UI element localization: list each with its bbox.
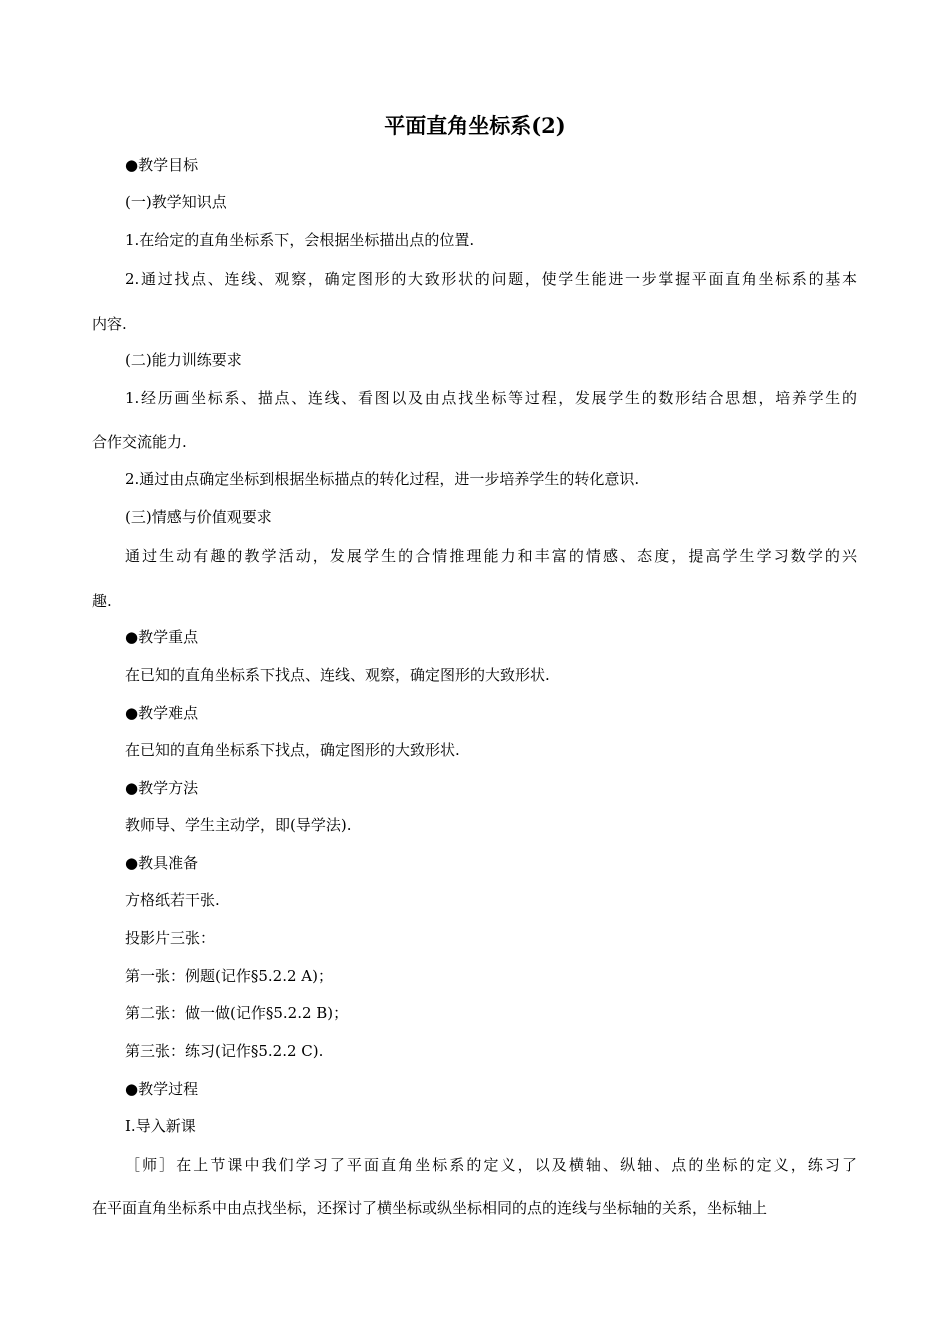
subsection-heading: (三)情感与价值观要求 — [125, 508, 272, 526]
paragraph-line: 投影片三张： — [125, 929, 216, 947]
paragraph-line: 趣. — [92, 592, 112, 610]
subsection-heading: Ⅰ.导入新课 — [125, 1117, 196, 1135]
paragraph-line: 第一张：例题(记作§5.2.2 A)； — [125, 967, 333, 985]
paragraph-line: 在已知的直角坐标系下找点，确定图形的大致形状. — [125, 741, 460, 759]
paragraph-line: 1.经历画坐标系、描点、连线、看图以及由点找坐标等过程，发展学生的数形结合思想，培养学生的 — [125, 389, 857, 407]
section-heading-materials: ●教具准备 — [125, 854, 199, 872]
paragraph-line: 1.在给定的直角坐标系下，会根据坐标描出点的位置. — [125, 231, 475, 249]
section-heading-objectives: ●教学目标 — [125, 156, 199, 174]
paragraph-line: 在平面直角坐标系中由点找坐标，还探讨了横坐标或纵坐标相同的点的连线与坐标轴的关系，坐标轴上 — [92, 1199, 768, 1217]
paragraph-line: 在已知的直角坐标系下找点、连线、观察，确定图形的大致形状. — [125, 666, 550, 684]
subsection-heading: (一)教学知识点 — [125, 193, 227, 211]
paragraph-line: 第二张：做一做(记作§5.2.2 B)； — [125, 1004, 349, 1022]
paragraph-line: 2.通过找点、连线、观察，确定图形的大致形状的问题，使学生能进一步掌握平面直角坐标系的基本 — [125, 270, 857, 288]
section-heading-difficulties: ●教学难点 — [125, 704, 199, 722]
section-heading-key-points: ●教学重点 — [125, 628, 199, 646]
paragraph-line: 通过生动有趣的教学活动，发展学生的合情推理能力和丰富的情感、态度，提高学生学习数学的兴 — [125, 547, 857, 565]
paragraph-line: 内容. — [92, 315, 127, 333]
paragraph-line: 合作交流能力. — [92, 433, 187, 451]
subsection-heading: (二)能力训练要求 — [125, 351, 242, 369]
document-title: 平面直角坐标系(2) — [384, 113, 566, 138]
section-heading-methods: ●教学方法 — [125, 779, 199, 797]
paragraph-line: 方格纸若干张. — [125, 891, 220, 909]
paragraph-line: 2.通过由点确定坐标到根据坐标描点的转化过程，进一步培养学生的转化意识. — [125, 470, 640, 488]
paragraph-line: ［师］在上节课中我们学习了平面直角坐标系的定义，以及横轴、纵轴、点的坐标的定义，练习了 — [125, 1156, 857, 1174]
section-heading-process: ●教学过程 — [125, 1080, 199, 1098]
paragraph-line: 教师导、学生主动学，即(导学法). — [125, 816, 352, 834]
paragraph-line: 第三张：练习(记作§5.2.2 C). — [125, 1042, 324, 1060]
